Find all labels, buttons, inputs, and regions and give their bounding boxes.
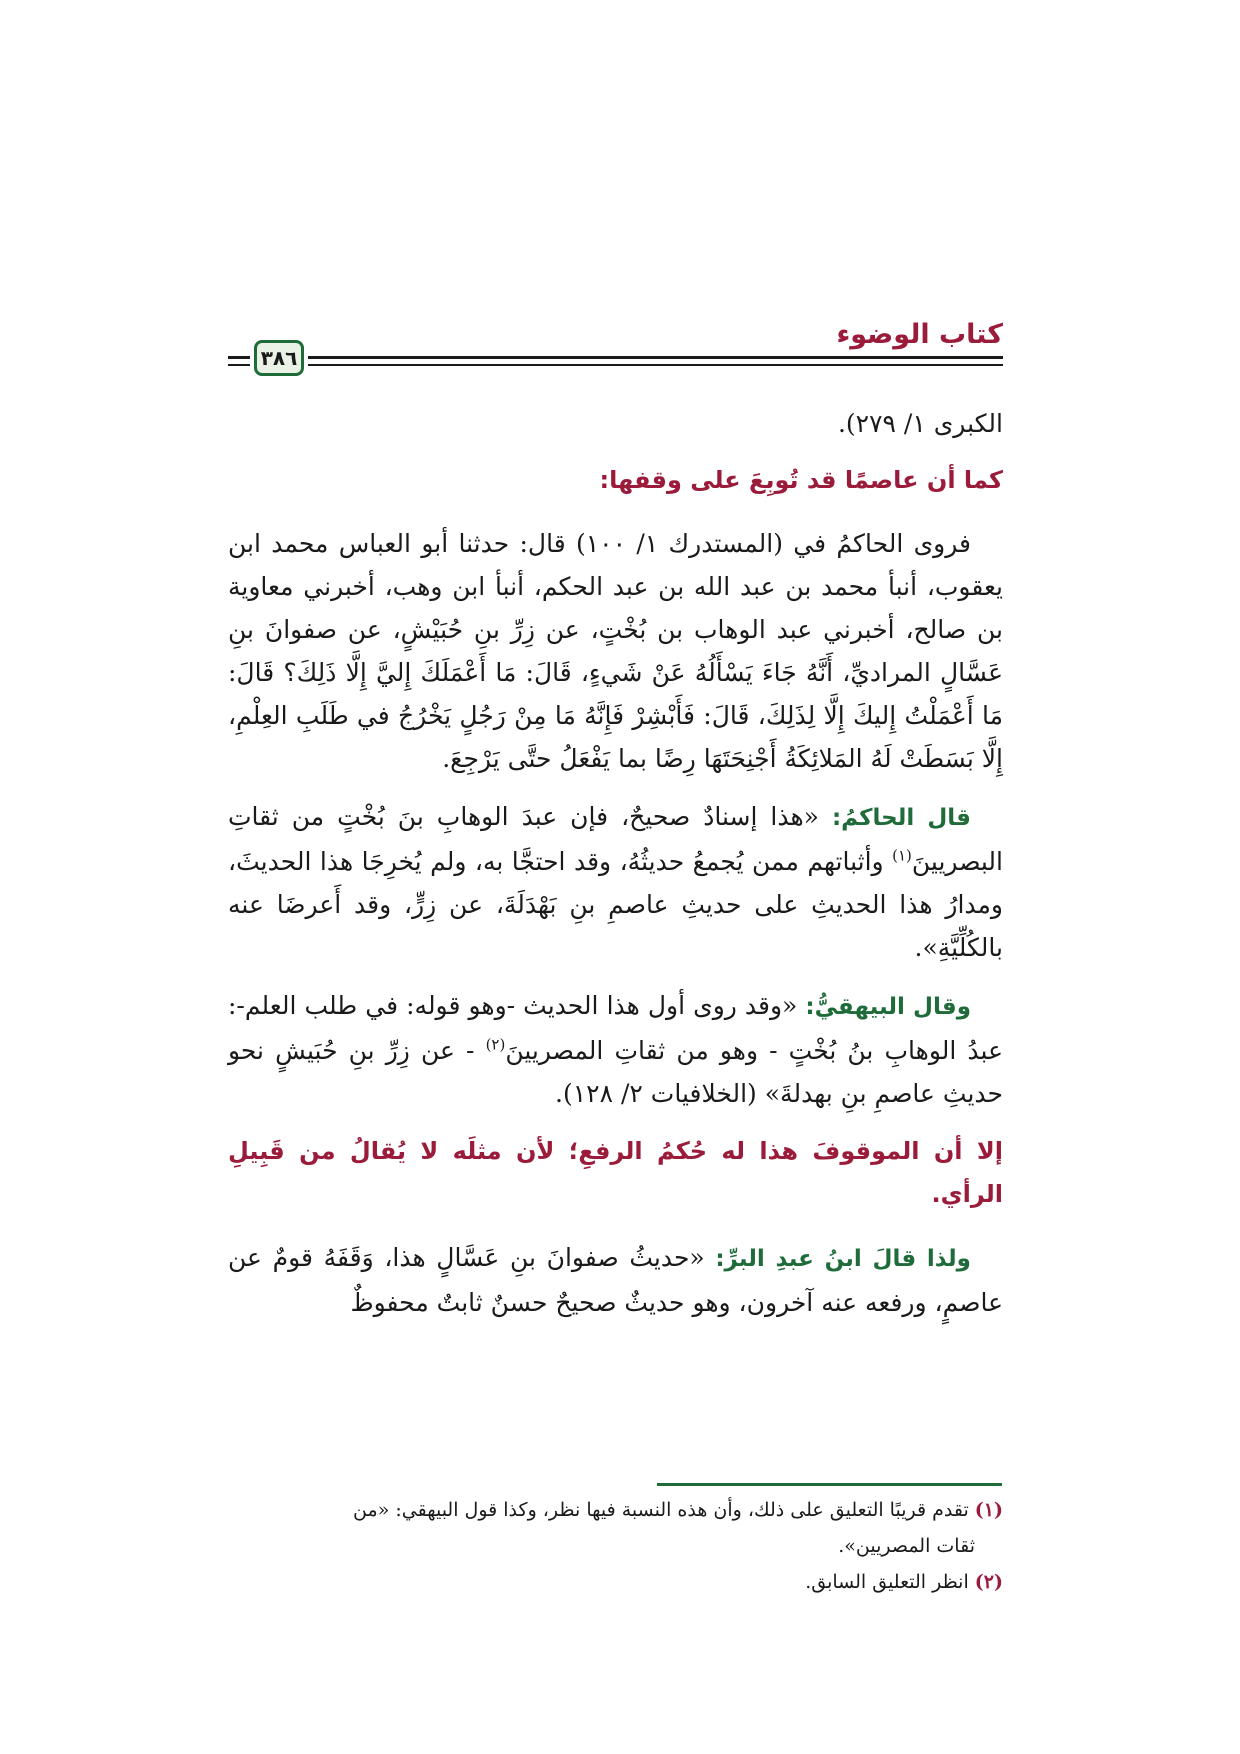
footnote-1-continuation: ثقات المصريين». (838, 1535, 975, 1557)
footnote-ref-2[interactable]: (٢) (485, 1035, 506, 1054)
header-rule-tail-top (228, 356, 250, 359)
paragraph-3 (228, 984, 1003, 1115)
header-rule-tail-bottom (228, 364, 250, 366)
header-rule-top (308, 356, 1003, 359)
paragraph-2-lead: قال الحاكمُ: (831, 805, 971, 831)
header-rule-bottom (308, 364, 1003, 366)
paragraph-4-lead: ولذا قالَ ابنُ عبدِ البرِّ: (715, 1246, 971, 1272)
paragraph-3-text-a: «وقد روى أول هذا الحديث -وهو قوله: في طلب العلم-: عبدُ الوهابِ بنُ بُخْتٍ - وهو من ثقاتِ المصريينَ (228, 991, 1003, 1065)
page-number: ٣٨٦ (254, 340, 304, 376)
paragraph-4-text: «حديثُ صفوانَ بنِ عَسَّالٍ هذا، وَقَفَهُ قومٌ عن عاصمٍ، ورفعه عنه آخرون، وهو حديثٌ صحيحٌ حسنٌ ثابتٌ محفوظٌ (228, 1243, 1003, 1317)
footnote-separator (657, 1483, 1002, 1486)
page-header (228, 318, 1003, 378)
paragraph-3-text-b: - عن زِرِّ بنِ حُبَيشٍ نحو حديثِ عاصمِ بنِ بهدلةَ» (الخلافيات ٢/ ١٢٨). (228, 1036, 1003, 1108)
main-text (228, 402, 1003, 1339)
footnote-1-text: تقدم قريبًا التعليق على ذلك، وأن هذه النسبة فيها نظر، وكذا قول البيهقي: «من (353, 1499, 975, 1521)
paragraph-2-text-a: «هذا إسنادٌ صحيحٌ، فإن عبدَ الوهابِ بنَ بُخْتٍ من ثقاتِ البصريينَ (228, 802, 1003, 876)
footnote-1-number: (١) (974, 1499, 1003, 1521)
paragraph-2-text-b: وأثباتهم ممن يُجمعُ حديثُهُ، وقد احتجَّا به، ولم يُخرِجَا هذا الحديثَ، ومدارُ هذا الحديثِ على حديثِ عاصمِ بنِ بَهْدَلَةَ، عن زِرٍّ، وقد أَعرضَا عنه بالكُلِّيَّةِ». (228, 847, 1003, 962)
footnote-1 (228, 1492, 1003, 1528)
footnote-2 (228, 1564, 1003, 1600)
footnote-2-text: انظر التعليق السابق. (805, 1571, 975, 1593)
footnote-ref-1[interactable]: (١) (892, 846, 912, 865)
book-title: كتاب الوضوء (836, 319, 1003, 350)
section-heading-2: إلا أن الموقوفَ هذا له حُكمُ الرفعِ؛ لأن مثلَه لا يُقالُ من قَبِيلِ الرأي. (228, 1137, 1003, 1208)
footnotes (228, 1492, 1003, 1600)
paragraph-3-lead: وقال البيهقيُّ: (805, 994, 971, 1020)
continuation-line: الكبرى ١/ ٢٧٩). (837, 409, 1003, 438)
footnote-2-number: (٢) (974, 1571, 1003, 1593)
section-heading-1: كما أن عاصمًا قد تُوبِعَ على وقفها: (599, 466, 1003, 494)
paragraph-1: فروى الحاكمُ في (المستدرك ١/ ١٠٠) قال: حدثنا أبو العباس محمد ابن يعقوب، أنبأ محمد بن عبد الله بن عبد الحكم، أنبأ ابن وهب، أخبرني معاوية بن صالح، أخبرني عبد الوهاب بن بُخْتٍ، عن زِرِّ بنِ حُبَيْشٍ، عن صفوانَ بنِ عَسَّالٍ المراديِّ، أَنَّهُ جَاءَ يَسْأَلُهُ عَنْ شَيءٍ، قَالَ: مَا أَعْمَلَكَ إِليَّ إِلَّا ذَلِكَ؟ قَالَ: مَا أَعْمَلْتُ إِليكَ إِلَّا لِذَلِكَ، قَالَ: فَأَبْشِرْ فَإِنَّهُ مَا مِنْ رَجُلٍ يَخْرُجُ في طَلَبِ العِلْمِ، إِلَّا بَسَطَتْ لَهُ المَلائِكَةُ أَجْنِحَتَهَا رِضًا بما يَفْعَلُ حتَّى يَرْجِعَ. (228, 529, 1004, 773)
paragraph-2 (228, 795, 1003, 969)
paragraph-4 (228, 1236, 1003, 1324)
